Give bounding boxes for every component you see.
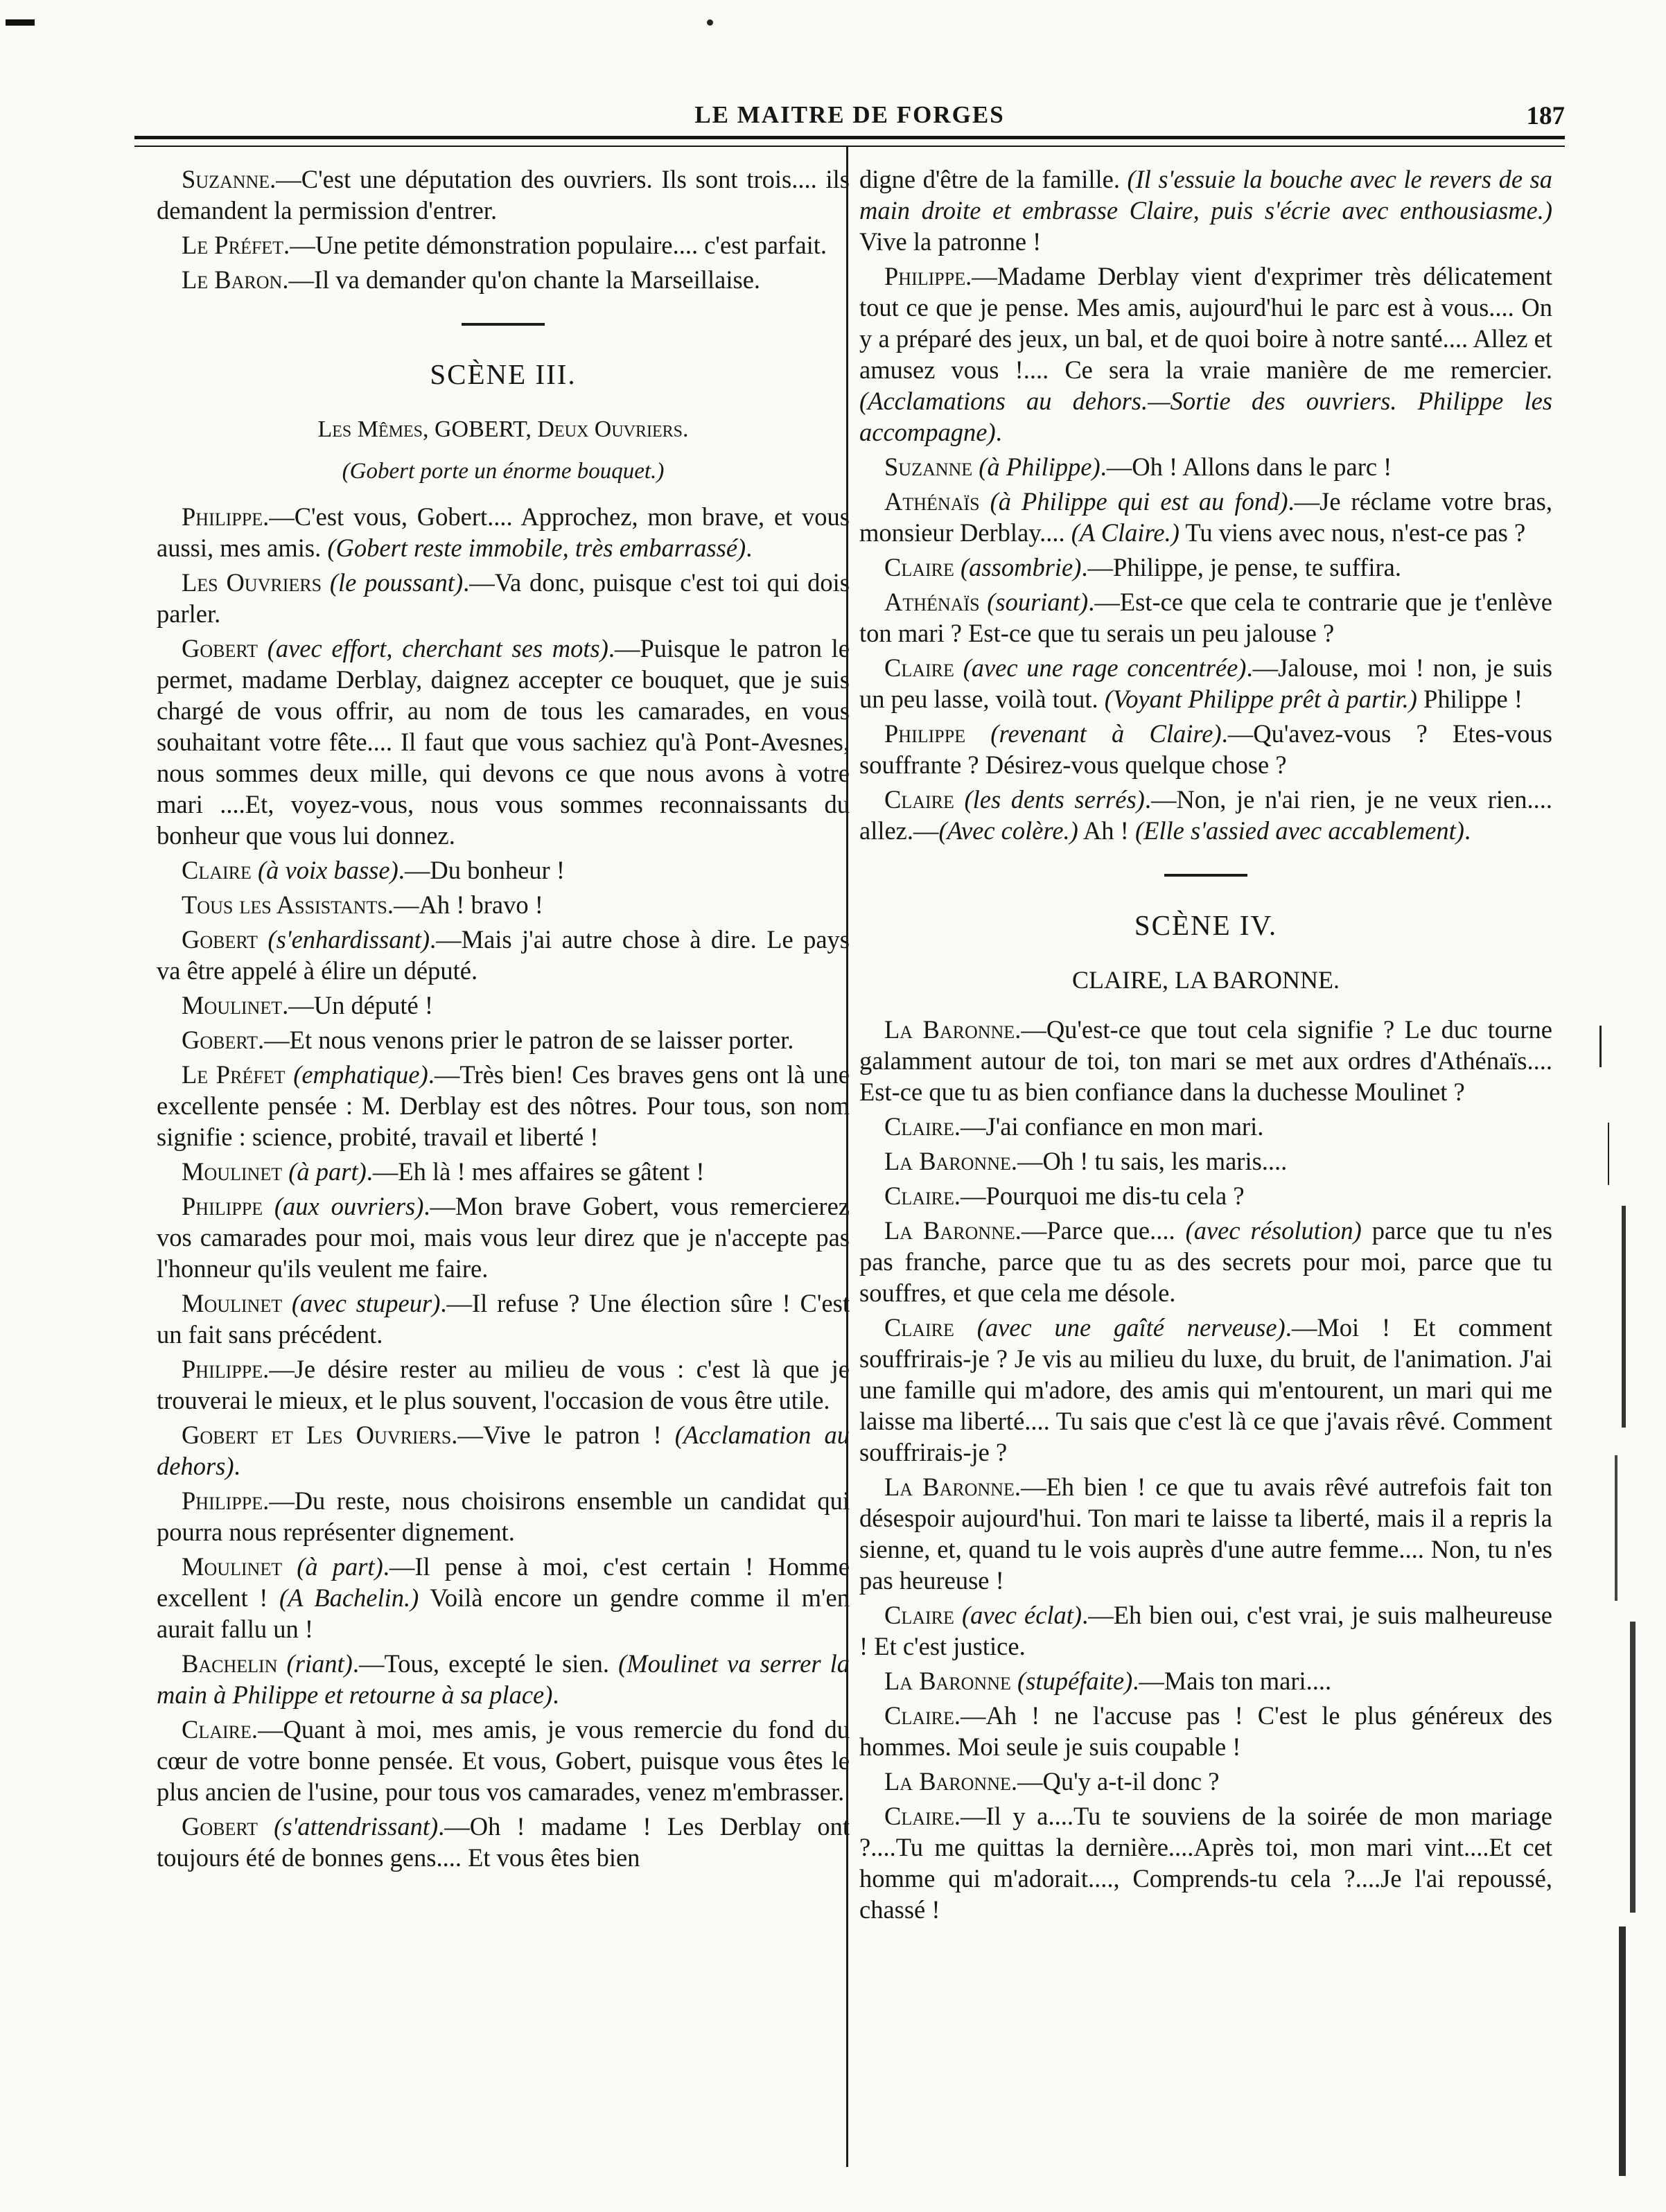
dialogue-line: [859, 1471, 1552, 1596]
stage-direction: (revenant à Claire): [965, 719, 1222, 748]
stage-direction: (aux ouvriers): [263, 1192, 424, 1220]
dialogue-line: [859, 486, 1552, 548]
dialogue-line: [859, 1111, 1552, 1142]
stage-direction: (les dents serrés): [954, 785, 1145, 814]
speaker-name: Moulinet.: [182, 991, 289, 1019]
speech-text: .—Philippe, je pense, te suffira.: [1081, 553, 1401, 581]
speech-text: —Eh bien ! ce que tu avais rêvé autrefois fait ton désespoir aujourd'hui. Ton mari te laisse ta liberté, mais il a repris la sienne, et, quand tu le vois auprès d'une autre femme.... Non, tu n'es pas heureuse !: [859, 1473, 1553, 1595]
speech-text: .—Jalouse, moi ! non, je suis un peu lasse, voilà tout.: [859, 653, 1552, 713]
speech-text: —Il y a....Tu te souviens de la soirée de mon mariage ?....Tu me quittas la dernière....Après toi, mon mari vint....Et cet homme qui m'adorait...., Comprends-tu cela ?....Je l'ai repoussé, chassé !: [859, 1802, 1552, 1924]
speech-text: .—Va donc, puisque c'est toi qui dois parler.: [157, 568, 850, 628]
stage-direction: (Il s'essuie la bouche avec le revers de sa main droite et embrasse Claire, puis s'écrie avec enthousiasme.): [859, 165, 1552, 225]
stage-direction: (s'attendrissant): [258, 1812, 439, 1841]
speaker-name: Bachelin: [182, 1649, 278, 1678]
speaker-name: Philippe.: [182, 1355, 270, 1383]
dialogue-line: [157, 924, 850, 986]
speech-text: .: [234, 1452, 240, 1480]
speech-text: —Vive le patron !: [457, 1421, 675, 1449]
running-title: LE MAITRE DE FORGES: [694, 101, 1005, 128]
dialogue-line: [859, 586, 1552, 649]
running-head: [134, 101, 1565, 136]
speaker-name: Moulinet: [182, 1157, 283, 1186]
speaker-name: Gobert.: [182, 1026, 265, 1054]
speech-text: .—Très bien! Ces braves gens ont là une excellente pensée : M. Derblay est des nôtres. Pour tous, son nom signifie : science, probité, travail et liberté !: [157, 1060, 850, 1151]
speech-text: —Quant à moi, mes amis, je vous remercie du fond du cœur de votre bonne pensée. Et vous, Gobert, puisque vous êtes le plus ancien de l'usine, pour tous vos camarades, venez m'embrasser.: [157, 1715, 850, 1806]
speaker-name: Philippe.: [182, 502, 270, 531]
speech-text: Philippe !: [1417, 685, 1523, 713]
dialogue-line: [157, 1714, 850, 1807]
speech-text: .—Mais ton mari....: [1132, 1667, 1332, 1695]
dialogue-line: [157, 567, 850, 629]
dialogue-line: [859, 1180, 1552, 1211]
dialogue-line: [859, 1599, 1552, 1662]
speech-text: .: [995, 418, 1002, 446]
stage-direction: (à part): [282, 1157, 367, 1186]
speaker-name: Tous les Assistants.: [182, 890, 394, 919]
dialogue-line: [859, 552, 1552, 583]
speaker-name: Gobert: [182, 925, 258, 954]
speech-text: —Un député !: [288, 991, 434, 1019]
dialogue-line: [859, 1700, 1552, 1762]
speech-text: —Pourquoi me dis-tu cela ?: [961, 1182, 1245, 1210]
dialogue-line: [157, 1648, 850, 1710]
speech-text: —Qu'est-ce que tout cela signifie ? Le duc tourne galamment autour de toi, ton mari se met aux ordres d'Athénaïs.... Est-ce que tu as bien confiance dans la duchesse Moulinet ?: [859, 1015, 1553, 1106]
dialogue-line: [157, 854, 850, 886]
speaker-name: La Baronne.: [884, 1216, 1021, 1245]
speech-text: .—Mon brave Gobert, vous remercierez vos camarades pour moi, mais vous leur direz que je n'accepte pas l'honneur qu'ils veulent me faire.: [157, 1192, 850, 1283]
speaker-name: Claire: [884, 1601, 954, 1629]
dialogue-line: [157, 1024, 850, 1055]
stage-direction: (A Claire.): [1071, 518, 1180, 547]
speaker-name: Claire: [884, 653, 954, 682]
dialogue-line: [859, 451, 1552, 482]
scene-title: SCÈNE III.: [430, 358, 577, 390]
stage-direction: (avec une rage concentrée): [954, 653, 1247, 682]
header-rule-thick: [134, 136, 1565, 139]
speaker-name: Le Préfet.: [182, 231, 290, 259]
stage-direction: (à voix basse): [251, 856, 398, 884]
speaker-name: Claire.: [884, 1802, 961, 1830]
speaker-name: Les Ouvriers: [182, 568, 322, 597]
speech-text: —Ah ! bravo !: [394, 890, 543, 919]
dialogue-line: [157, 164, 850, 226]
stage-direction: (Acclamations au dehors.—Sortie des ouvriers. Philippe les accompagne): [859, 387, 1552, 446]
dialogue-line: [859, 718, 1552, 780]
speaker-name: Athénaïs: [884, 487, 980, 516]
speech-text: .: [552, 1680, 559, 1709]
speaker-name: La Baronne.: [884, 1015, 1021, 1044]
speech-text: —Il va demander qu'on chante la Marseillaise.: [288, 265, 761, 294]
stage-direction: (le poussant): [322, 568, 464, 597]
speech-text: —Ah ! ne l'accuse pas ! C'est le plus généreux des hommes. Moi seule je suis coupable !: [859, 1701, 1552, 1761]
right-column: [859, 164, 1552, 1929]
dialogue-line: [157, 1059, 850, 1152]
speaker-name: Moulinet: [182, 1289, 283, 1317]
stage-direction: (Voyant Philippe prêt à partir.): [1104, 685, 1417, 713]
speech-text: digne d'être de la famille.: [859, 165, 1128, 193]
speaker-name: Claire: [884, 1313, 954, 1342]
dialogue-line: [157, 990, 850, 1021]
speech-text: —Oh ! tu sais, les maris....: [1017, 1147, 1288, 1175]
speech-text: .—Il refuse ? Une élection sûre ! C'est un fait sans précédent.: [157, 1289, 850, 1349]
stage-direction: (avec stupeur): [282, 1289, 441, 1317]
speaker-name: Claire.: [182, 1715, 258, 1744]
speech-text: —J'ai confiance en mon mari.: [961, 1112, 1264, 1141]
speaker-name: Athénaïs: [884, 588, 980, 616]
speaker-name: Suzanne: [884, 453, 973, 481]
speaker-name: Gobert et Les Ouvriers.: [182, 1421, 458, 1449]
dialogue-line: [859, 1215, 1552, 1308]
speech-text: Voilà encore un gendre comme il m'en aurait fallu un !: [157, 1583, 850, 1643]
stage-direction: (assombrie): [954, 553, 1082, 581]
dialogue-line: [157, 633, 850, 851]
speech-text: .—Non, je n'ai rien, je ne veux rien.... allez.—: [859, 785, 1552, 845]
speech-text: —Et nous venons prier le patron de se laisser porter.: [264, 1026, 794, 1054]
dialogue-line: [157, 501, 850, 563]
scene-cast: CLAIRE, LA BARONNE.: [1072, 966, 1340, 994]
speech-text: .—Qu'avez-vous ? Etes-vous souffrante ? Désirez-vous quelque chose ?: [859, 719, 1552, 779]
dialogue-line: [157, 1288, 850, 1350]
speaker-name: Gobert: [182, 1812, 258, 1841]
dialogue-line: [157, 1485, 850, 1547]
scan-edge-noise: [1594, 1026, 1656, 2204]
speech-text: —Parce que....: [1021, 1216, 1186, 1245]
dialogue-line: [157, 889, 850, 920]
speech-text: —Une petite démonstration populaire.... c'est parfait.: [290, 231, 827, 259]
stage-direction: (stupéfaite): [1010, 1667, 1133, 1695]
speech-text: Vive la patronne !: [859, 227, 1042, 256]
stage-direction: (s'enhardissant): [258, 925, 430, 954]
speech-text: parce que tu n'es pas franche, parce que tu as des secrets pour moi, parce que tu souffres, et que cela me désole.: [859, 1216, 1552, 1307]
stage-direction: (à Philippe qui est au fond): [979, 487, 1288, 516]
dialogue-line: [157, 1191, 850, 1284]
speech-text: —Du reste, nous choisirons ensemble un candidat qui pourra nous représenter dignement.: [157, 1486, 850, 1546]
speech-text: .—Oh ! madame ! Les Derblay ont toujours été de bonnes gens.... Et vous êtes bien: [157, 1812, 850, 1872]
speaker-name: Philippe.: [884, 262, 972, 290]
left-column: [157, 164, 850, 1877]
stage-direction: (avec résolution): [1185, 1216, 1362, 1245]
scene-separator: [462, 323, 545, 326]
speaker-name: Suzanne.: [182, 165, 277, 193]
speech-text: .—Eh là ! mes affaires se gâtent !: [366, 1157, 705, 1186]
speech-text: .—Du bonheur !: [398, 856, 565, 884]
speech-text: .—Eh bien oui, c'est vrai, je suis malheureuse ! Et c'est justice.: [859, 1601, 1553, 1660]
dialogue-line: [859, 1800, 1552, 1925]
stage-direction: (à part): [282, 1552, 383, 1581]
speech-text: .—Je réclame votre bras, monsieur Derblay....: [859, 487, 1553, 547]
speaker-name: Claire.: [884, 1182, 961, 1210]
dialogue-line: [157, 1419, 850, 1482]
stage-direction: (emphatique): [285, 1060, 428, 1089]
margin-dash-mark: [6, 19, 35, 26]
stage-direction: (Avec colère.): [938, 816, 1078, 845]
speech-text: .—Puisque le patron le permet, madame Derblay, daignez accepter ce bouquet, que je suis chargé de vous offrir, au nom de tous les camarades, en vous souhaitant votre fête.... Il faut que vous sachiez qu'à Pont-Avesnes, nous sommes deux mille, qui devons ce que nous avons à votre mari ....Et, voyez-vous, nous vous sommes reconnaissants du bonheur que vous lui donnez.: [157, 634, 850, 850]
dialogue-line: [859, 1014, 1552, 1107]
stage-direction: (Elle s'assied avec accablement): [1134, 816, 1464, 845]
scene-title: SCÈNE IV.: [1134, 909, 1278, 941]
stage-direction: (avec éclat): [954, 1601, 1082, 1629]
speech-text: —Madame Derblay vient d'exprimer très délicatement tout ce que je pense. Mes amis, aujourd'hui le parc est à vous.... On y a préparé des jeux, un bal, et de quoi boire à notre santé.... Allez et amusez vous !.... Ce sera la vraie manière de me remercier.: [859, 262, 1552, 384]
speaker-name: Le Baron.: [182, 265, 289, 294]
speaker-name: Moulinet: [182, 1552, 283, 1581]
stage-direction: (Moulinet va serrer la main à Philippe et retourne à sa place): [157, 1649, 850, 1709]
dialogue-line: [859, 1766, 1552, 1797]
stage-direction: (avec une gaîté nerveuse): [954, 1313, 1286, 1342]
stage-direction: (avec effort, cherchant ses mots): [258, 634, 608, 662]
speech-text: —Qu'y a-t-il donc ?: [1017, 1767, 1220, 1796]
scene-separator: [1164, 874, 1247, 877]
dialogue-line: [157, 1551, 850, 1644]
speech-text: .: [1464, 816, 1471, 845]
speech-text: —Je désire rester au milieu de vous : c'est là que je trouverai le mieux, et le plus souvent, l'occasion de vous être utile.: [157, 1355, 850, 1414]
speaker-name: Philippe: [884, 719, 966, 748]
dialogue-line: [157, 1156, 850, 1187]
dialogue-line: [157, 1353, 850, 1416]
speech-text: .—Moi ! Et comment souffrirais-je ? Je vis au milieu du luxe, du bruit, de l'animation. J'ai une famille qui m'adore, des amis qui m'entourent, un mari qui me laisse ma liberté.... Tu sais que c'est là ce que j'avais rêvé. Comment souffrirais-je ?: [859, 1313, 1552, 1466]
dialogue-line: [859, 1665, 1552, 1696]
speaker-name: Claire: [182, 856, 252, 884]
stage-direction: (Gobert reste immobile, très embarrassé): [327, 534, 746, 562]
speaker-name: Claire: [884, 785, 954, 814]
stage-direction: (Acclamation au dehors): [157, 1421, 850, 1480]
speaker-name: La Baronne.: [884, 1147, 1017, 1175]
speaker-name: Le Préfet: [182, 1060, 286, 1089]
dialogue-line: [859, 784, 1552, 846]
speaker-name: Gobert: [182, 634, 258, 662]
speech-text: .—Mais j'ai autre chose à dire. Le pays va être appelé à élire un député.: [157, 925, 850, 985]
dialogue-line: [157, 229, 850, 261]
stage-direction: (A Bachelin.): [279, 1583, 419, 1612]
dialogue-line: [859, 652, 1552, 714]
dialogue-line: [859, 164, 1552, 257]
stage-direction: (riant): [277, 1649, 353, 1678]
speaker-name: Claire.: [884, 1112, 961, 1141]
speech-text: .—Est-ce que cela te contrarie que je t'enlève ton mari ? Est-ce que tu serais un peu jalouse ?: [859, 588, 1552, 647]
speech-text: Ah !: [1078, 816, 1135, 845]
speaker-name: Philippe: [182, 1192, 263, 1220]
scene-stage-note: (Gobert porte un énorme bouquet.): [342, 459, 665, 484]
speech-text: .—Oh ! Allons dans le parc !: [1100, 453, 1392, 481]
speech-text: —C'est vous, Gobert.... Approchez, mon brave, et vous aussi, mes amis.: [157, 502, 850, 562]
speaker-name: Claire.: [884, 1701, 961, 1730]
speaker-name: Philippe.: [182, 1486, 270, 1515]
dialogue-line: [859, 261, 1552, 448]
dialogue-line: [157, 264, 850, 295]
dialogue-line: [859, 1146, 1552, 1177]
speech-text: .: [746, 534, 753, 562]
speech-text: .—Tous, excepté le sien.: [352, 1649, 619, 1678]
dialogue-line: [157, 1811, 850, 1873]
speaker-name: La Baronne: [884, 1667, 1011, 1695]
speaker-name: La Baronne.: [884, 1473, 1021, 1501]
stage-direction: (souriant): [979, 588, 1089, 616]
margin-dot-mark: [707, 19, 713, 26]
speech-text: Tu viens avec nous, n'est-ce pas ?: [1179, 518, 1526, 547]
page-number: 187: [1526, 102, 1565, 130]
stage-direction: (à Philippe): [972, 453, 1101, 481]
header-rule-thin: [134, 146, 1565, 147]
speaker-name: La Baronne.: [884, 1767, 1017, 1796]
speaker-name: Claire: [884, 553, 954, 581]
scene-cast: Les Mêmes, GOBERT, Deux Ouvriers.: [317, 416, 689, 442]
dialogue-line: [859, 1312, 1552, 1468]
speech-text: .—Il pense à moi, c'est certain ! Homme excellent !: [157, 1552, 850, 1612]
speech-text: —C'est une députation des ouvriers. Ils sont trois.... ils demandent la permission d'entrer.: [157, 165, 850, 225]
